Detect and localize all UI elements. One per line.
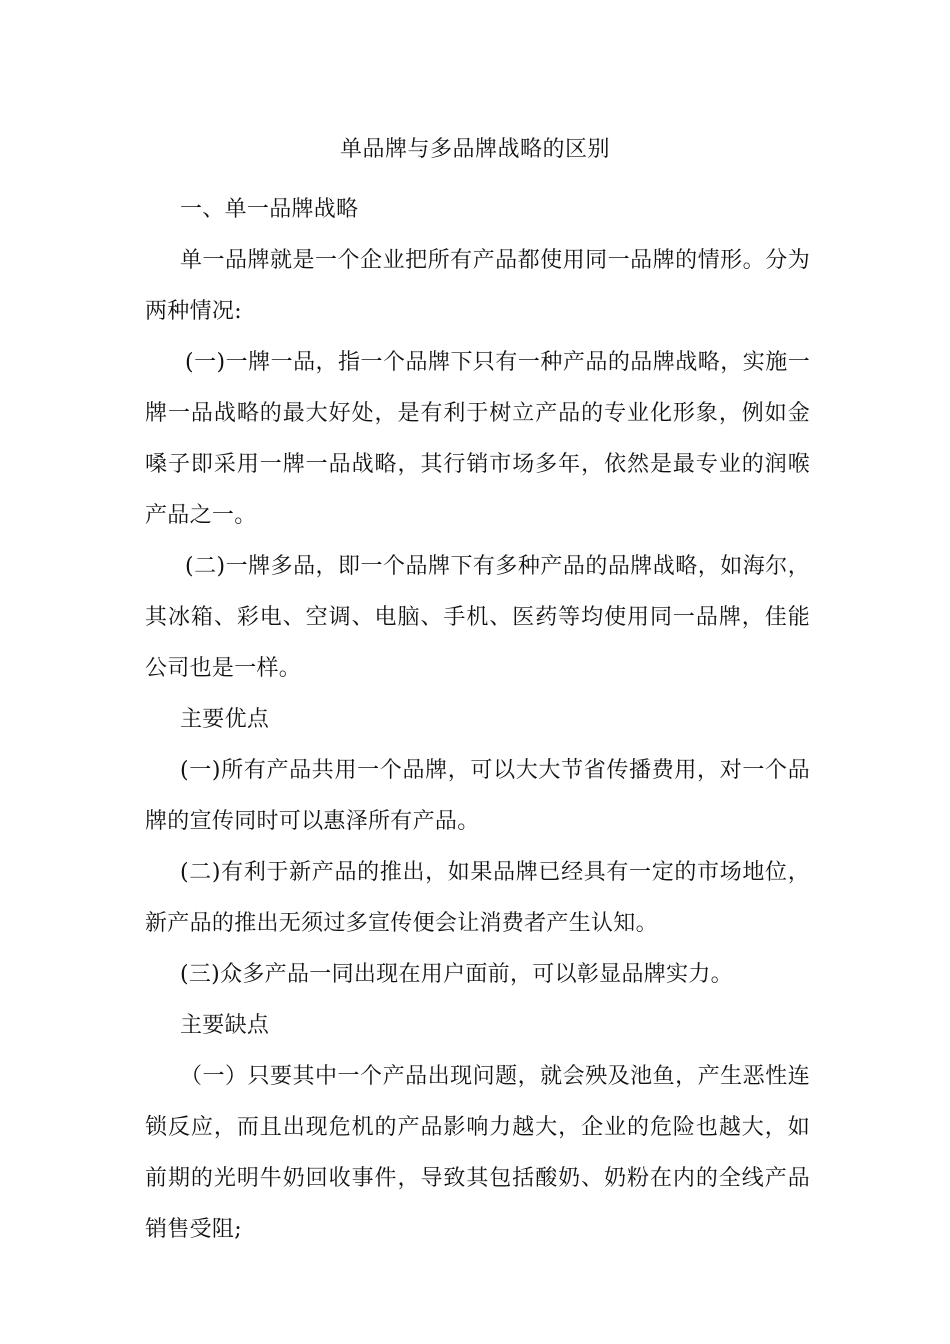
body-paragraph: (二)有利于新产品的推出，如果品牌已经具有一定的市场地位，新产品的推出无须过多宣传便会让消费者产生认知。 [145, 860, 810, 936]
body-paragraph: （一）只要其中一个产品出现问题，就会殃及池鱼，产生恶性连锁反应，而且出现危机的产品影响力越大，企业的危险也越大，如前期的光明牛奶回收事件，导致其包括酸奶、奶粉在内的全线产品销售受阻; [145, 1064, 810, 1242]
subsection-heading: 主要缺点 [180, 1013, 270, 1038]
subsection-heading: 主要优点 [180, 707, 270, 732]
body-paragraph: (一)所有产品共用一个品牌，可以大大节省传播费用，对一个品牌的宣传同时可以惠泽所有产品。 [145, 758, 810, 834]
section-heading: 一、单一品牌战略 [180, 197, 359, 222]
document-title: 单品牌与多品牌战略的区别 [339, 137, 610, 162]
body-paragraph: (二)一牌多品，即一个品牌下有多种产品的品牌战略，如海尔，其冰箱、彩电、空调、电脑、手机、医药等均使用同一品牌，佳能公司也是一样。 [145, 554, 810, 681]
body-paragraph: (一)一牌一品，指一个品牌下只有一种产品的品牌战略，实施一牌一品战略的最大好处，是有利于树立产品的专业化形象，例如金嗓子即采用一牌一品战略，其行销市场多年，依然是最专业的润喉产品之一。 [145, 350, 810, 528]
document-body [145, 184, 810, 1255]
body-paragraph: (三)众多产品一同出现在用户面前，可以彰显品牌实力。 [180, 962, 733, 987]
body-paragraph: 单一品牌就是一个企业把所有产品都使用同一品牌的情形。分为两种情况: [145, 248, 810, 324]
